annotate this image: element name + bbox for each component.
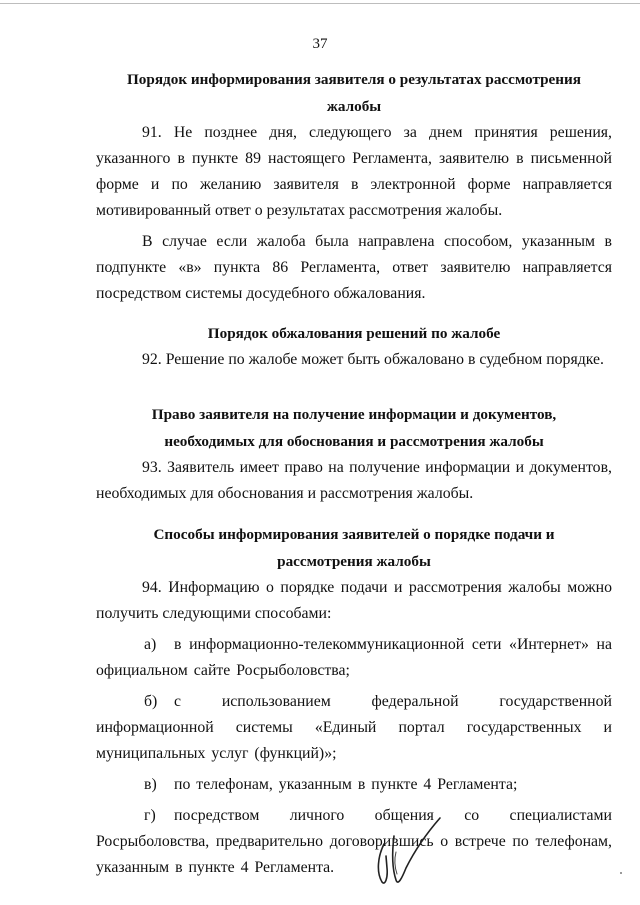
- heading-line: необходимых для обоснования и рассмотрения жалобы: [164, 433, 544, 450]
- list-marker: а): [144, 636, 157, 653]
- section-heading-right-to-information: [96, 401, 612, 455]
- list-item-text: в информационно-телекоммуникационной сети «Интернет» на официальном сайте Росрыболовства;: [96, 636, 612, 679]
- section-heading-information-methods: [96, 521, 612, 575]
- list-item-a: [96, 632, 612, 684]
- section-heading-appeal: Порядок обжалования решений по жалобе: [207, 325, 501, 342]
- list-item-b: [96, 689, 612, 767]
- heading-line: Способы информирования заявителей о порядке подачи и: [153, 526, 555, 543]
- paragraph-92: 92. Решение по жалобе может быть обжаловано в судебном порядке.: [142, 351, 604, 368]
- paragraph-91: 91. Не позднее дня, следующего за днем принятия решения, указанного в пункте 89 настоящего Регламента, заявителю в письменной форме и по желанию заявителя в электронной форме направляется мотивированный ответ о результатах рассмотрения жалобы.: [96, 124, 612, 219]
- heading-line: рассмотрения жалобы: [277, 553, 431, 570]
- list-marker: г): [144, 807, 156, 824]
- list-item-c: [96, 772, 612, 798]
- page-number: 37: [312, 36, 328, 52]
- list-item-text: с использованием федеральной государственной информационной системы «Единый портал государственных и муниципальных услуг (функций)»;: [96, 693, 612, 762]
- list-item-d: [96, 803, 612, 881]
- section-heading-notification: [96, 66, 612, 120]
- heading-line: жалобы: [326, 98, 382, 115]
- list-item-text: по телефонам, указанным в пункте 4 Регламента;: [174, 776, 518, 793]
- list-marker: в): [144, 776, 157, 793]
- paragraph-91-continued: В случае если жалоба была направлена способом, указанным в подпункте «в» пункта 86 Регламента, ответ заявителю направляется посредством системы досудебного обжалования.: [96, 233, 612, 302]
- list-item-text: посредством личного общения со специалистами Росрыболовства, предварительно договорившись о встрече по телефонам, указанным в пункте 4 Регламента.: [96, 807, 612, 876]
- heading-line: Право заявителя на получение информации и документов,: [151, 406, 557, 423]
- scan-edge-line: [0, 3, 640, 4]
- document-body: [96, 66, 612, 881]
- handwritten-signature: [370, 812, 450, 892]
- heading-line: Порядок информирования заявителя о результатах рассмотрения: [126, 71, 582, 88]
- paragraph-94: 94. Информацию о порядке подачи и рассмотрения жалобы можно получить следующими способами:: [96, 579, 612, 622]
- list-marker: б): [144, 693, 158, 710]
- paragraph-93: 93. Заявитель имеет право на получение информации и документов, необходимых для обоснования и рассмотрения жалобы.: [96, 459, 612, 502]
- scan-artifact: [620, 872, 622, 874]
